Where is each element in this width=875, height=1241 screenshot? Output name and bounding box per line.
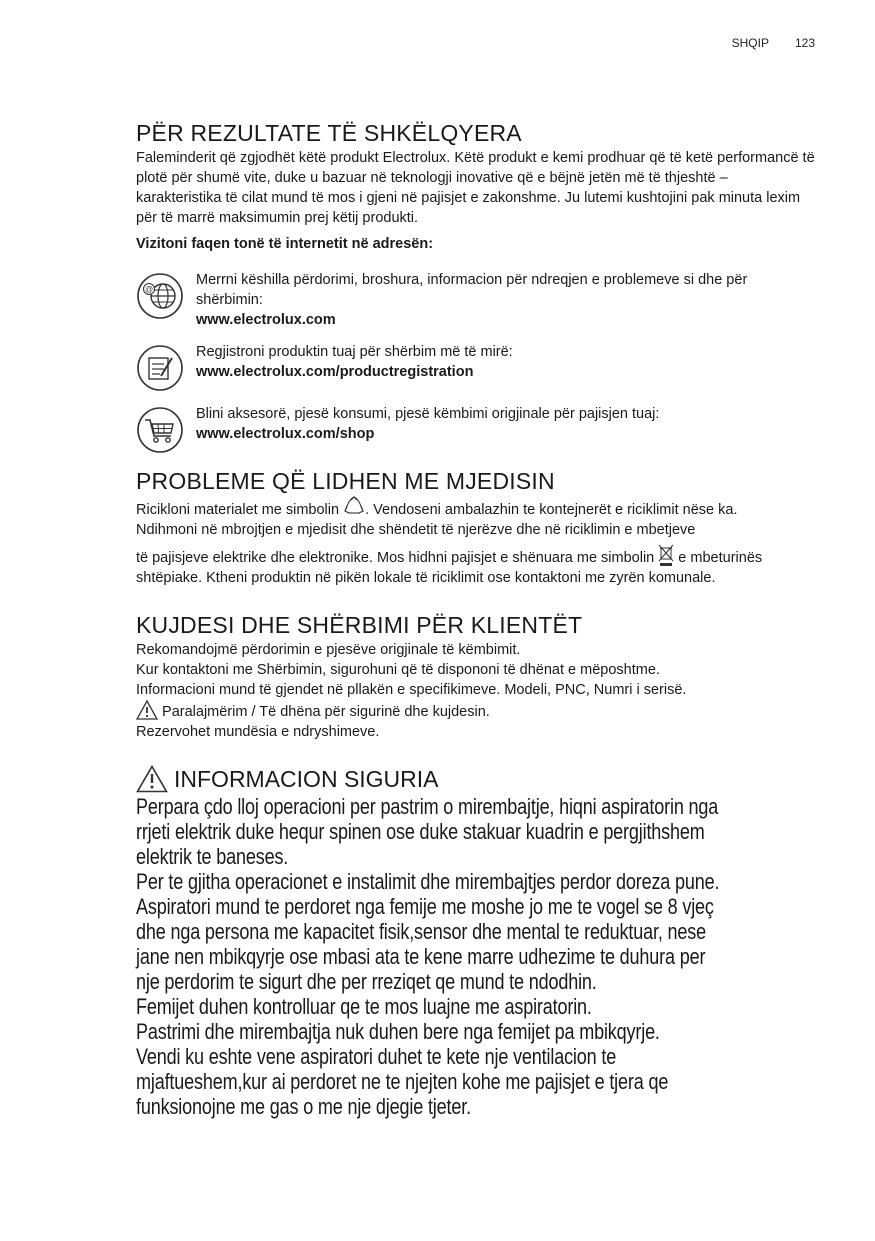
environment-section [136,466,816,588]
care-warning-text: Paralajmërim / Të dhëna për sigurinë dhe kujdesin. [162,704,490,720]
safety-line-7: jane nen mbikqyrje ose mbasi ata te kene marre udhezime te duhura per [136,944,706,969]
section-title-environment: PROBLEME QË LIDHEN ME MJEDISIN [136,468,555,494]
safety-line-12: mjaftueshem,kur ai perdoret ne te njejten kohe me pajisjet e tjera qe [136,1069,669,1094]
safety-line-2: rrjeti elektrik duke hequr spinen ose duke stakuar kuadrin e pergjithshem [136,819,705,844]
info-text-registration: Regjistroni produktin tuaj për shërbim më të mirë: [196,344,513,360]
weee-text-b: e mbeturinës shtëpiake. Ktheni produktin në pikën lokale të riciklimit ose kontaktoni me zyrën komunale. [136,550,763,586]
weee-paragraph [136,544,816,588]
registration-icon [136,344,184,392]
safety-line-11: Vendi ku eshte vene aspiratori duhet te kete nje ventilacion te [136,1044,617,1069]
care-last-line: Rezervohet mundësia e ndryshimeve. [136,724,380,740]
environment-paragraph-2: Ndihmoni në mbrojtjen e mjedisit dhe shëndetit të njerëzve dhe në riciklimin e mbetjeve [136,522,696,538]
crossed-bin-icon [658,544,674,566]
safety-line-5: Aspiratori mund te perdoret nga femije me moshe jo me te vogel se 8 vjeç [136,894,714,919]
info-item-support [136,270,816,330]
section-title-results: PËR REZULTATE TË SHKËLQYERA [136,120,522,146]
safety-line-1: Perpara çdo lloj operacioni per pastrim o mirembajtje, hiqni aspiratorin nga [136,794,719,819]
warning-icon [136,700,158,720]
safety-line-8: nje perdorim te sigurt dhe per rreziqet qe mund te ndodhin. [136,969,597,994]
care-line-3: Informacioni mund të gjendet në pllakën e specifikimeve. Modeli, PNC, Numri i serisë. [136,682,687,698]
care-line-1: Rekomandojmë përdorimin e pjesëve origjinale të këmbimit. [136,642,521,658]
visit-label: Vizitoni faqen tonë të internetit në adresën: [136,236,434,252]
safety-line-9: Femijet duhen kontrolluar qe te mos luajne me aspiratorin. [136,994,592,1019]
recycle-paragraph [136,496,816,520]
section-title-safety: INFORMACION SIGURIA [174,766,439,792]
weee-text-a: të pajisjeve elektrike dhe elektronike. Mos hidhni pajisjet e shënuara me simbolin [136,550,655,566]
page-header [732,36,815,50]
info-text-support: Merrni këshilla përdorimi, broshura, informacion për ndreqjen e problemeve si dhe për shërbimin: [196,272,748,308]
safety-line-13: funksionojne me gas o me nje djegie tjeter. [136,1094,471,1119]
info-item-registration [136,342,816,392]
safety-line-10: Pastrimi dhe mirembajtja nuk duhen bere nga femijet pa mbikqyrje. [136,1019,660,1044]
safety-heading [136,764,816,794]
recycle-text-b: . Vendoseni ambalazhin te kontejnerët e riciklimit nëse ka. [365,502,738,518]
recycle-text-a: Ricikloni materialet me simbolin [136,502,340,518]
customer-care-section [136,610,816,742]
intro-paragraph: Faleminderit që zgjodhët këtë produkt Electrolux. Këtë produkt e kemi prodhuar që të ketë performancë të plotë për shumë vite, duke u bazuar në teknologji inovative që e bëjnë jetën më të thjeshtë – karakteristika të cilat mund të mos i gjeni në pajisjet e zakonshme. Ju lutemi kushtojini pak minuta lexim për të marrë maksimumin prej këtij produkti. [136,150,815,226]
link-registration[interactable]: www.electrolux.com/productregistration [196,364,474,380]
safety-line-4: Per te gjitha operacionet e instalimit dhe mirembajtjes perdor doreza pune. [136,869,720,894]
language-label: SHQIP [731,36,769,50]
safety-line-6: dhe nga persona me kapacitet fisik,sensor dhe mental te reduktuar, nese [136,919,707,944]
safety-line-3: elektrik te baneses. [136,844,289,869]
svg-text:@: @ [144,285,154,294]
recycle-icon [343,496,365,518]
info-text-shop: Blini aksesorë, pjesë konsumi, pjesë këmbimi origjinale për pajisjen tuaj: [196,406,660,422]
cart-icon [136,406,184,454]
link-electrolux[interactable]: www.electrolux.com [196,312,336,328]
section-title-customer-care: KUJDESI DHE SHËRBIMI PËR KLIENTËT [136,612,583,638]
warning-icon [136,765,168,793]
care-line-2: Kur kontaktoni me Shërbimin, sigurohuni që të dispononi të dhënat e mëposhtme. [136,662,660,678]
info-item-shop [136,404,816,454]
link-shop[interactable]: www.electrolux.com/shop [196,426,375,442]
safety-body [136,794,817,1119]
page-content [136,118,816,1119]
globe-icon [136,272,184,320]
page-number: 123 [794,36,815,50]
care-warning-line [136,700,816,722]
